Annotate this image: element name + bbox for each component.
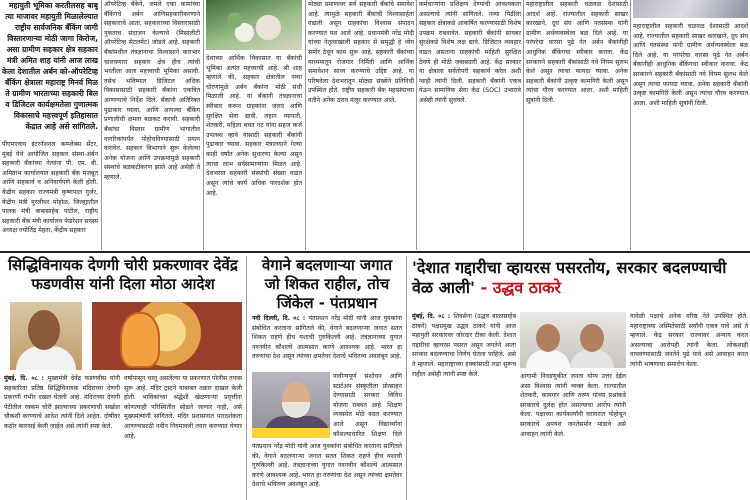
article-3-body-middle: आगामी निवडणुकीत जनता योग्य उत्तर देईल असा विश्वास त्यांनी व्यक्त केला. राज्यातील शेतकरी, कामगार आणि तरुण यांच्या प्रश्नांकडे सरकारचे दुर्लक्ष होत असल्याचा आरोप त्यांनी केला. पक्षाच्या कार्यकर्त्यांनी घराघरात पोहोचून सरकारचे अपयश जनतेसमोर मांडावे असे आवाहन त्यांनी केले.	[520, 373, 626, 438]
column-divider	[523, 0, 524, 250]
news-photo	[633, 0, 748, 18]
thackeray-photo	[520, 312, 626, 368]
top-column-2: ऑपरेटिव्ह बँकेने, जमले एका कामांच्या बँकिंगचे अर्बन आणिसहकारीकरणाने सहकाराचे आता, सहकाराच्या विस्तारासाठी नुकताच संदाजन केल्याचे (मिसालीटी ऑपरेटिव्ह सेटलमेंट) जोडले आहे. सहकारी बँकांमधील तंत्रज्ञानाचा विश्वासाने कारभार चालवणारा सहकार क्षेत्र हीच त्यांची भरतीला आता महत्त्वाची भूमिका असावी. तसेच भविष्यात डिजिटल अधिक विकासासाठी सहकारी बँकांना एकत्रित आणण्याचे निर्देश दिले. बँकांनी अतिरिक्त पुढाकार घ्यावा, आणि आपल्या बँकिंग प्रणालीची क्षमता बळकट करावी. सहकारी बँकांचा विस्तार ग्रामीण भागातील नागरिकांपर्यंत पोहोचविण्यासाठी प्रयत्न करावेत. सहकार विभागाने सुरू केलेल्या अनेक योजना आणि उपक्रमांमुळे सहकारी संस्थांचे बळकटीकरण झाले आहे असेही ते म्हणाले.	[104, 1, 200, 181]
article-3-body: शिवसेना (उद्धव बाळासाहेब ठाकरे) पक्षप्रमुख उद्धव ठाकरे यांनी आज महायुती सरकारवर जोरदार टीका केली. देशात गद्दारीचा व्हायरस पसरत असून जनतेने आता सरकार बदलण्याचा निर्णय घेतला पाहिजे, असे ते म्हणाले. महाराष्ट्राच्या हक्कांसाठी लढा सुरूच राहील असेही त्यांनी स्पष्ट केले.	[412, 313, 516, 378]
ganesh-idol-photo	[92, 302, 242, 370]
article-3-headline	[412, 258, 746, 308]
article-3-body-left	[412, 312, 516, 498]
article-3-headline-author: - उद्धव ठाकरे	[480, 278, 561, 297]
article-2-body-top	[252, 314, 402, 370]
article-1-dateline: मुंबई, दि. ०८ :	[4, 375, 48, 382]
photo-face	[580, 324, 604, 352]
article-3-headline-quote: 'देशात गद्दारीचा व्हायरस पसरतोय, सरकार बदलण्याची वेळ आली'	[412, 258, 727, 297]
article-3-body-right: यावेळी पक्षाचे अनेक वरिष्ठ नेते उपस्थित होते. महाराष्ट्राच्या अस्मितेसाठी सर्वांनी एकत्र यावे असे ते म्हणाले. केंद्र सरकार राज्यावर अन्याय करत असल्याचा आरोपही त्यांनी केला. लोकशाही वाचवण्यासाठी जनतेने पुढे यावे असे आवाहन करत त्यांनी भाषणाचा समारोप केला.	[630, 313, 748, 369]
modi-photo	[252, 372, 330, 438]
top-column-4: मोठ्या प्रमाणावर सर्व सहकारी बँकांचे समावेश आहे. त्यामुळे सहकारी बँकांची विश्वासार्हता वाढली असून ग्राहकांचा विश्वास संपादन करण्यात यश आले आहे. प्रधानमंत्री नरेंद्र मोदी यांच्या नेतृत्वाखाली सहकार से समृद्धी हे ध्येय समोर ठेवून काम सुरू आहे. सहकारी बँकांच्या माध्यमातून रोजगार निर्मिती आणि आर्थिक समावेशन साध्य करण्याचे उद्दिष्ट आहे. या परिषदेला देशभरातून मोठ्या संख्येने प्रतिनिधी उपस्थित होते. राष्ट्रीय सहकारी बँक महासंघाच्या वतीने अनेक ठराव मंजूर करण्यात आले.	[308, 1, 414, 105]
photo-figure	[570, 350, 614, 368]
photo-figure	[526, 350, 570, 368]
section-divider	[0, 251, 750, 253]
article-1-body: मुख्यमंत्री देवेंद्र फडणवीस यांनी सहकारिता प्रतिष्ठ सिद्धिविनायक मंदिराच्या देणगी प्रकरणी गंभीर दखल घेतली आहे. मंदिराच्या देणगी पेटीतील रक्कम चोरी झाल्याच्या प्रकरणाची सखोल चौकशी करण्याचे आदेश त्यांनी दिले आहेत. दोषींवर कठोर कारवाई केली जाईल असे त्यांनी स्पष्ट केले.	[4, 375, 120, 431]
article-1-body-left	[4, 374, 120, 498]
article-1-body-right: वर्षापासून चालू असलेल्या या प्रकरणात पोलीस तपास सुरू आहे. मंदिर ट्रस्टने याबाबत तक्रार दाखल केली होती. भाविकांच्या श्रद्धेशी खेळणाऱ्या प्रवृत्तींना कोणत्याही परिस्थितीत सोडले जाणार नाही, असे मुख्यमंत्र्यांनी सांगितले. मंदिर प्रशासनात पारदर्शकता आणण्यासाठी नवीन नियमावली तयार करण्यात येणार आहे.	[124, 375, 242, 440]
photo-face	[28, 310, 60, 350]
article-2-body: पंतप्रधान नरेंद्र मोदी यांनी आज युवकांना संबोधित करताना सांगितले की, वेगाने बदलणाऱ्या जगात सतत शिकत राहणे हीच यशाची गुरुकिल्ली आहे. तंत्रज्ञानाच्या युगात नवनवीन कौशल्ये आत्मसात करणे आवश्यक आहे. भारत हा तरुणांचा देश असून त्यांच्या क्षमतेवर देशाचे भवितव्य अवलंबून आहे.	[252, 315, 402, 361]
photo-face	[536, 324, 560, 352]
article-2-body-side: नावीन्यपूर्ण संशोधन आणि स्टार्टअप संस्कृतीला प्रोत्साहन देण्यासाठी सरकार विविध योजना राबवत आहे. शिक्षण व्यवस्थेत मोठे बदल करण्यात आले असून विद्यार्थ्यांना कौशल्याधारित शिक्षण दिले	[333, 373, 402, 438]
column-divider	[406, 256, 407, 500]
top-column-6: महाराष्ट्रातील सहकारी चळवळ देशासाठी आदर्श आहे. राज्यातील सहकारी साखर कारखाने, दूध संघ आणि पतसंस्था यांनी ग्रामीण अर्थव्यवस्थेला बळ दिले आहे. या परंपरेचा वारसा पुढे नेत अर्बन बँकांनीही आधुनिक बँकिंगचा स्वीकार करावा. केंद्र सरकारने सहकारी बँकांसाठी नवे नियम सुलभ केले असून त्याचा फायदा घ्यावा. अनेक सहकारी बँकांनी उत्कृष्ट कामगिरी केली असून त्यांचा गौरव करण्यात आला. अशी माहिती सूत्रांनी दिली.	[526, 1, 628, 105]
lead-text: महायुती भूमिका करतीलसह बाबू त्या माजावर महायुती मिळालेल्यात राष्ट्रीय सार्वजनिक बँकिंग जागी विस्तारणाऱ्या मोठी जागा किरोज, असा ग्रामीण सहकार क्षेत्र सहकार मंत्री अमित शाह यांनी आज लाख केला देशातील अर्बन को-ऑपरेटिव्ह बँकिंग क्षेत्राला महाराष्ट्र मिनर्व मिळ ते ग्रामीण भारताच्या सहकारी बिल व डिजिटल कार्यक्षमतेला गुणात्मक विकासाचे महत्त्वपूर्ण इतिहासात केंद्रात आहे असे सांगितले.	[2, 1, 98, 131]
idol-figure	[120, 312, 160, 368]
article-3-dateline: मुंबई, दि. ०८ :	[412, 313, 454, 320]
top-column-7: महाराष्ट्रातील सहकारी चळवळ देशासाठी आदर्श आहे. राज्यातील सहकारी साखर कारखाने, दूध संघ आणि पतसंस्था यांनी ग्रामीण अर्थव्यवस्थेला बळ दिले आहे. या परंपरेचा वारसा पुढे नेत अर्बन बँकांनीही आधुनिक बँकिंगचा स्वीकार करावा. केंद्र सरकारने सहकारी बँकांसाठी नवे नियम सुलभ केले असून त्याचा फायदा घ्यावा. अनेक सहकारी बँकांनी उत्कृष्ट कामगिरी केली असून त्यांचा गौरव करण्यात आला. अशी माहिती सूत्रांनी दिली.	[633, 23, 748, 107]
top-column-1: पीएमएवाय इंटरनॅशनल कम्प्लेक्स सेंटर, मुंबई येथे आयोजित सहकार संस्था-अर्बन सहकारी बँकांच्या नेत्यांना पी. एम. बी. अमिताभ कार्यालयात सहकारी बँक मजबूत आणि सहकार्य व अनिवार्यपणे केली होती. केंद्रीय सहकार राज्यमंत्री कृष्णपाल गुर्जर, केंद्रीय मंत्री मुरलीधर मोहोळ, जिल्ह्यातील पालक मंत्री बाबासाहेब पाटील, राष्ट्रीय सहकारी बँक मंत्री कार्यालय फेडरेशन सदस्य अध्यक्ष ज्योतिंद्र मेहता, केंद्रीय सहकार	[2, 141, 98, 235]
column-divider	[630, 0, 631, 250]
top-column-3: देशाच्या आर्थिक विकासात या बँकांची भूमिका अत्यंत महत्त्वाची आहे. श्री शाह म्हणाले की, सहकार क्षेत्रातील नव्या धोरणांमुळे अर्बन बँकांना मोठी संधी मिळाली आहे. या बँकांनी तंत्रज्ञानाचा स्वीकार करून ग्राहकांना जलद आणि सुरक्षित सेवा द्यावी. लहान व्यापारी, शेतकरी, महिला बचत गट यांना सहज कर्ज उपलब्ध व्हावे यासाठी सहकारी बँकांनी पुढाकार घ्यावा. सहकार मंत्रालयाने गेल्या काही वर्षांत अनेक सुधारणा केल्या असून त्याचा लाभ सर्वसामान्यांना मिळत आहे. देशभरात सहकारी संस्थांची संख्या वाढत असून त्यांचे कार्य अधिक पारदर्शक होत आहे.	[206, 55, 302, 197]
article-2-body-bottom: पंतप्रधान नरेंद्र मोदी यांनी आज युवकांना संबोधित करताना सांगितले की, वेगाने बदलणाऱ्या जगात सतत शिकत राहणे हीच यशाची गुरुकिल्ली आहे. तंत्रज्ञानाच्या युगात नवनवीन कौशल्ये आत्मसात करणे आवश्यक आहे. भारत हा तरुणांचा देश असून त्यांच्या क्षमतेवर देशाचे भवितव्य अवलंबून आहे.	[252, 443, 402, 489]
column-divider	[305, 0, 306, 250]
fadnavis-photo	[10, 302, 82, 370]
column-divider	[246, 256, 247, 500]
column-divider	[203, 0, 204, 250]
article-2-dateline: नवी दिल्ली, दि. ०८ :	[252, 315, 309, 322]
top-column-5: कर्मचाऱ्यांना प्रशिक्षण देण्याची आवश्यकता असल्याचे त्यांनी सांगितले. नव्या पिढीला सहकार क्षेत्राकडे आकर्षित करण्यासाठी विशेष उपक्रम राबवावेत. सहकारी बँकांनी सायबर सुरक्षेकडे विशेष लक्ष द्यावे. डिजिटल व्यवहार वाढत असताना ग्राहकांची माहिती सुरक्षित ठेवणे ही मोठी जबाबदारी आहे. केंद्र सरकार या क्षेत्राला सर्वतोपरी सहकार्य करेल अशी ग्वाही त्यांनी दिली. सहकारी बँकांनी एकत्र येऊन सामायिक सेवा केंद्र (SOC) उभारावे असेही त्यांनी सुचवले.	[419, 1, 521, 105]
photo-garland	[252, 428, 330, 438]
article-2-headline: वेगाने बदलणाऱ्या जगात जो शिकत राहील, तोच जिंकेल - पंतप्रधान	[261, 256, 393, 312]
flower-photo	[206, 0, 302, 50]
column-divider	[101, 0, 102, 250]
article-1-headline: सिद्धिविनायक देणगी चोरी प्रकरणावर देवेंद्र फडणवीस यांनी दिला मोठा आदेश	[8, 256, 238, 293]
column-divider	[416, 0, 417, 250]
